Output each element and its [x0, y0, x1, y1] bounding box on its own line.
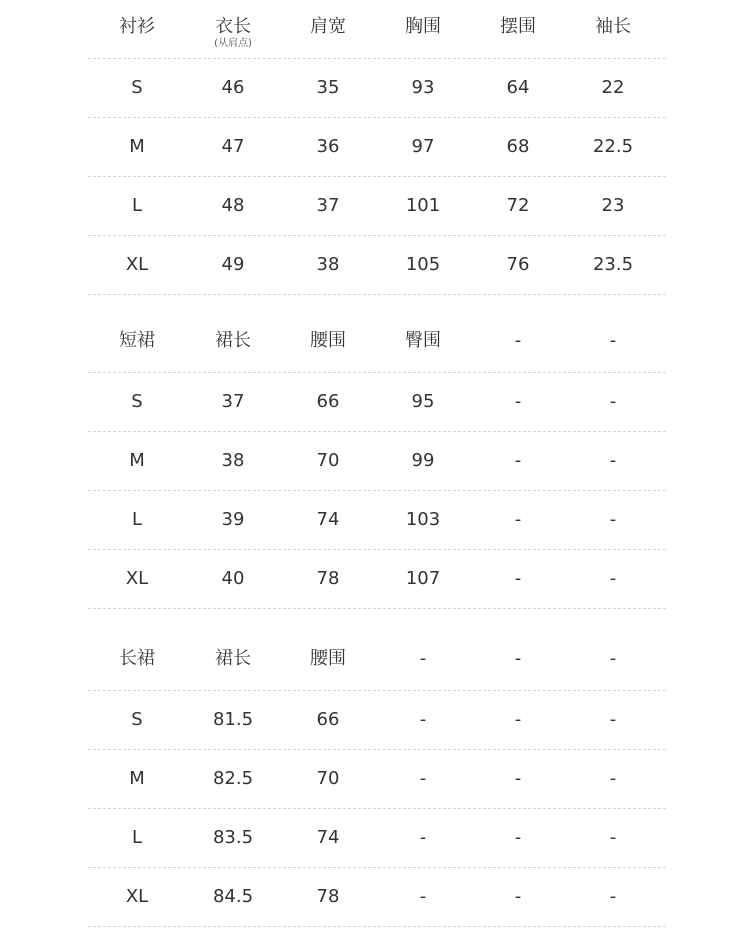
size-cell: M — [129, 768, 145, 789]
value-cell: - — [419, 886, 427, 907]
header-label: 腰围 — [310, 330, 346, 351]
header-sublabel: (从肩点) — [214, 38, 252, 49]
header-label: 腰围 — [310, 648, 346, 669]
header-label: 衬衫 — [119, 16, 155, 37]
value-cell: - — [514, 886, 522, 907]
value-cell: 22 — [601, 77, 625, 98]
header-cell — [89, 314, 185, 372]
value-cell: - — [609, 709, 617, 730]
table-row — [88, 491, 666, 550]
header-cell — [470, 0, 566, 58]
value-cell: 23 — [601, 195, 625, 216]
value-cell: - — [514, 509, 522, 530]
header-cell — [280, 314, 376, 372]
header-cell — [375, 314, 471, 372]
value-cell: 107 — [405, 568, 441, 589]
header-label: 摆围 — [500, 16, 536, 37]
header-label: 臀围 — [405, 330, 441, 351]
size-cell: M — [129, 450, 145, 471]
value-cell: 22.5 — [592, 136, 634, 157]
table-row — [88, 59, 666, 118]
header-cell — [565, 314, 661, 372]
size-cell: L — [131, 195, 143, 216]
value-cell: 105 — [405, 254, 441, 275]
header-cell — [185, 0, 281, 58]
table-header-row — [88, 314, 666, 373]
value-cell: - — [514, 709, 522, 730]
value-cell: 74 — [316, 509, 340, 530]
value-cell: 35 — [316, 77, 340, 98]
table-row — [88, 177, 666, 236]
header-label: - — [514, 330, 522, 351]
value-cell: - — [514, 568, 522, 589]
header-label: - — [419, 648, 427, 669]
value-cell: - — [419, 827, 427, 848]
header-cell — [89, 632, 185, 690]
value-cell: - — [609, 768, 617, 789]
value-cell: 68 — [506, 136, 530, 157]
value-cell: 82.5 — [212, 768, 254, 789]
table-row — [88, 550, 666, 609]
value-cell: 36 — [316, 136, 340, 157]
header-cell — [565, 632, 661, 690]
value-cell: 38 — [221, 450, 245, 471]
header-cell — [89, 0, 185, 58]
value-cell: - — [514, 768, 522, 789]
value-cell: 78 — [316, 568, 340, 589]
table-row — [88, 432, 666, 491]
value-cell: - — [514, 827, 522, 848]
header-cell — [375, 632, 471, 690]
value-cell: 37 — [316, 195, 340, 216]
value-cell: 40 — [221, 568, 245, 589]
header-cell — [280, 0, 376, 58]
size-cell: L — [131, 827, 143, 848]
size-cell: XL — [125, 568, 149, 589]
size-cell: S — [131, 391, 143, 412]
value-cell: 48 — [221, 195, 245, 216]
value-cell: 83.5 — [212, 827, 254, 848]
value-cell: - — [609, 568, 617, 589]
value-cell: 99 — [411, 450, 435, 471]
size-cell: S — [131, 709, 143, 730]
value-cell: - — [419, 768, 427, 789]
value-cell: - — [514, 391, 522, 412]
value-cell: - — [609, 509, 617, 530]
value-cell: - — [419, 709, 427, 730]
size-cell: XL — [125, 886, 149, 907]
header-label: 衣长 — [215, 16, 251, 37]
value-cell: 37 — [221, 391, 245, 412]
value-cell: 66 — [316, 709, 340, 730]
value-cell: - — [609, 391, 617, 412]
header-cell — [185, 314, 281, 372]
value-cell: 23.5 — [592, 254, 634, 275]
value-cell: 46 — [221, 77, 245, 98]
table-row — [88, 118, 666, 177]
value-cell: 103 — [405, 509, 441, 530]
table-row — [88, 373, 666, 432]
value-cell: 39 — [221, 509, 245, 530]
value-cell: 84.5 — [212, 886, 254, 907]
value-cell: - — [609, 827, 617, 848]
value-cell: 81.5 — [212, 709, 254, 730]
header-label: - — [609, 330, 617, 351]
size-cell: S — [131, 77, 143, 98]
value-cell: 70 — [316, 450, 340, 471]
header-cell — [470, 632, 566, 690]
value-cell: 72 — [506, 195, 530, 216]
value-cell: 49 — [221, 254, 245, 275]
size-table-shirt — [88, 0, 666, 295]
header-cell — [565, 0, 661, 58]
header-cell — [375, 0, 471, 58]
size-table-short-skirt — [88, 314, 666, 609]
header-label: 袖长 — [595, 16, 631, 37]
table-row — [88, 691, 666, 750]
value-cell: 74 — [316, 827, 340, 848]
header-cell — [185, 632, 281, 690]
value-cell: 64 — [506, 77, 530, 98]
value-cell: 47 — [221, 136, 245, 157]
header-cell — [470, 314, 566, 372]
header-cell — [280, 632, 376, 690]
value-cell: 70 — [316, 768, 340, 789]
table-row — [88, 236, 666, 295]
value-cell: 76 — [506, 254, 530, 275]
value-cell: 78 — [316, 886, 340, 907]
table-header-row — [88, 0, 666, 59]
header-label: 肩宽 — [310, 16, 346, 37]
header-label: 长裙 — [119, 648, 155, 669]
header-label: - — [609, 648, 617, 669]
table-row — [88, 868, 666, 927]
value-cell: - — [514, 450, 522, 471]
header-label: 胸围 — [405, 16, 441, 37]
header-label: - — [514, 648, 522, 669]
value-cell: 97 — [411, 136, 435, 157]
size-table-long-skirt — [88, 632, 666, 927]
size-cell: XL — [125, 254, 149, 275]
value-cell: 38 — [316, 254, 340, 275]
value-cell: - — [609, 886, 617, 907]
size-cell: L — [131, 509, 143, 530]
table-row — [88, 809, 666, 868]
value-cell: 93 — [411, 77, 435, 98]
header-label: 裙长 — [215, 648, 251, 669]
header-label: 短裙 — [119, 330, 155, 351]
value-cell: 101 — [405, 195, 441, 216]
size-cell: M — [129, 136, 145, 157]
table-header-row — [88, 632, 666, 691]
table-row — [88, 750, 666, 809]
value-cell: - — [609, 450, 617, 471]
value-cell: 95 — [411, 391, 435, 412]
value-cell: 66 — [316, 391, 340, 412]
header-label: 裙长 — [215, 330, 251, 351]
